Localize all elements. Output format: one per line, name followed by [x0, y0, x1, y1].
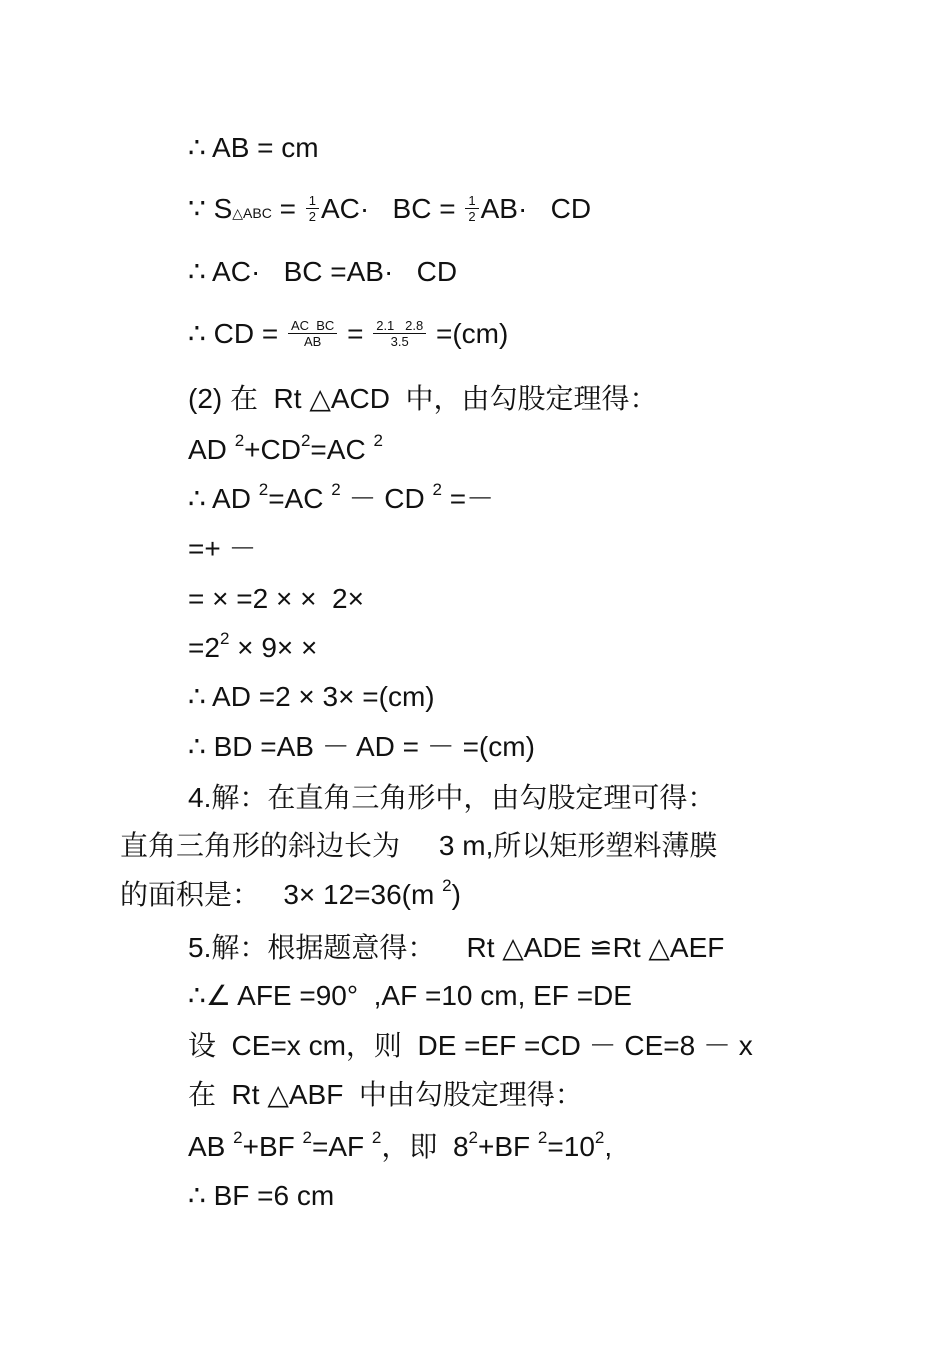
line-ad-squared — [188, 480, 495, 515]
line-bf: ∴ BF =6 cm — [188, 1180, 335, 1211]
line-step1: =+ － — [188, 533, 257, 564]
text: +BF — [478, 1131, 538, 1162]
exponent: 2 — [302, 1128, 312, 1147]
exponent: 2 — [468, 1128, 478, 1147]
exponent: 2 — [537, 1128, 548, 1147]
text: =10 — [547, 1131, 595, 1162]
text: AB· CD — [480, 193, 592, 224]
line-ad: ∴ AD =2 × 3× =(cm) — [188, 681, 435, 712]
line-ac-bc: ∴ AC· BC =AB· CD — [188, 256, 458, 287]
text: = — [339, 318, 372, 349]
line-q5-rt: 在 Rt △ABF 中由勾股定理得： — [188, 1079, 583, 1110]
denominator: 2 — [308, 209, 316, 225]
text: ∴ CD = — [188, 318, 286, 349]
text: =(cm) — [428, 318, 509, 349]
text: AD — [188, 434, 235, 465]
line-step2: = × =2 × × 2× — [188, 583, 364, 614]
line-q5-intro: 5.解：根据题意得： Rt △ADE ≌Rt △AEF — [188, 932, 725, 963]
exponent: 2 — [233, 1128, 243, 1147]
line-part2: (2) 在 Rt △ACD 中，由勾股定理得： — [188, 383, 658, 414]
denominator: 3.5 — [390, 334, 409, 350]
numerator: 2.1 2.8 — [373, 318, 426, 334]
fraction — [306, 193, 319, 224]
line-area-formula — [188, 193, 591, 229]
text: =AC — [268, 483, 332, 514]
text: ) — [451, 879, 461, 910]
text: =－ — [441, 483, 495, 514]
exponent: 2 — [234, 431, 245, 450]
text: =2 — [188, 632, 220, 663]
text: ∴ AD — [188, 483, 259, 514]
text: － CD — [340, 483, 433, 514]
text: × 9× × — [229, 632, 318, 663]
exponent: 2 — [258, 480, 269, 499]
text: +BF — [242, 1131, 303, 1162]
line-q4-intro: 4.解：在直角三角形中，由勾股定理可得： — [188, 782, 716, 813]
exponent: 2 — [331, 480, 341, 499]
text: +CD — [244, 434, 301, 465]
subscript: △ABC — [232, 205, 272, 221]
text: =AF — [312, 1131, 372, 1162]
line-q5-angle: ∴∠ AFE =90° ,AF =10 cm, EF =DE — [188, 980, 632, 1011]
fraction — [373, 318, 426, 349]
exponent: 2 — [594, 1128, 605, 1147]
text: 的面积是： 3× 12=36(m — [120, 879, 443, 910]
numerator: 1 — [306, 193, 319, 209]
line-step3 — [188, 629, 318, 664]
text: AB — [188, 1131, 234, 1162]
denominator: 2 — [468, 209, 476, 225]
exponent: 2 — [219, 629, 230, 648]
exponent: 2 — [371, 1128, 382, 1147]
line-q4-hypotenuse: 直角三角形的斜边长为 3 m,所以矩形塑料薄膜 — [120, 830, 718, 861]
line-cd — [188, 318, 508, 351]
exponent: 2 — [442, 876, 452, 895]
text: =AC — [310, 434, 374, 465]
line-pythagoras — [188, 431, 383, 466]
exponent: 2 — [300, 431, 311, 450]
text: = — [271, 193, 304, 224]
fraction — [288, 318, 337, 349]
line-ab: ∴ AB = cm — [188, 132, 319, 163]
line-q5-equation — [188, 1128, 613, 1163]
exponent: 2 — [432, 480, 442, 499]
line-q4-area — [120, 876, 461, 911]
text: , — [604, 1131, 613, 1162]
numerator: AC BC — [288, 318, 337, 334]
line-bd: ∴ BD =AB － AD = － =(cm) — [188, 731, 535, 762]
text: ，即 8 — [381, 1131, 469, 1162]
numerator: 1 — [465, 193, 478, 209]
denominator: AB — [303, 334, 322, 350]
text: AC· BC = — [321, 193, 464, 224]
text: ∵ S — [188, 193, 233, 224]
line-q5-let: 设 CE=x cm，则 DE =EF =CD － CE=8 － x — [188, 1030, 753, 1061]
fraction — [465, 193, 478, 224]
exponent: 2 — [373, 431, 383, 450]
